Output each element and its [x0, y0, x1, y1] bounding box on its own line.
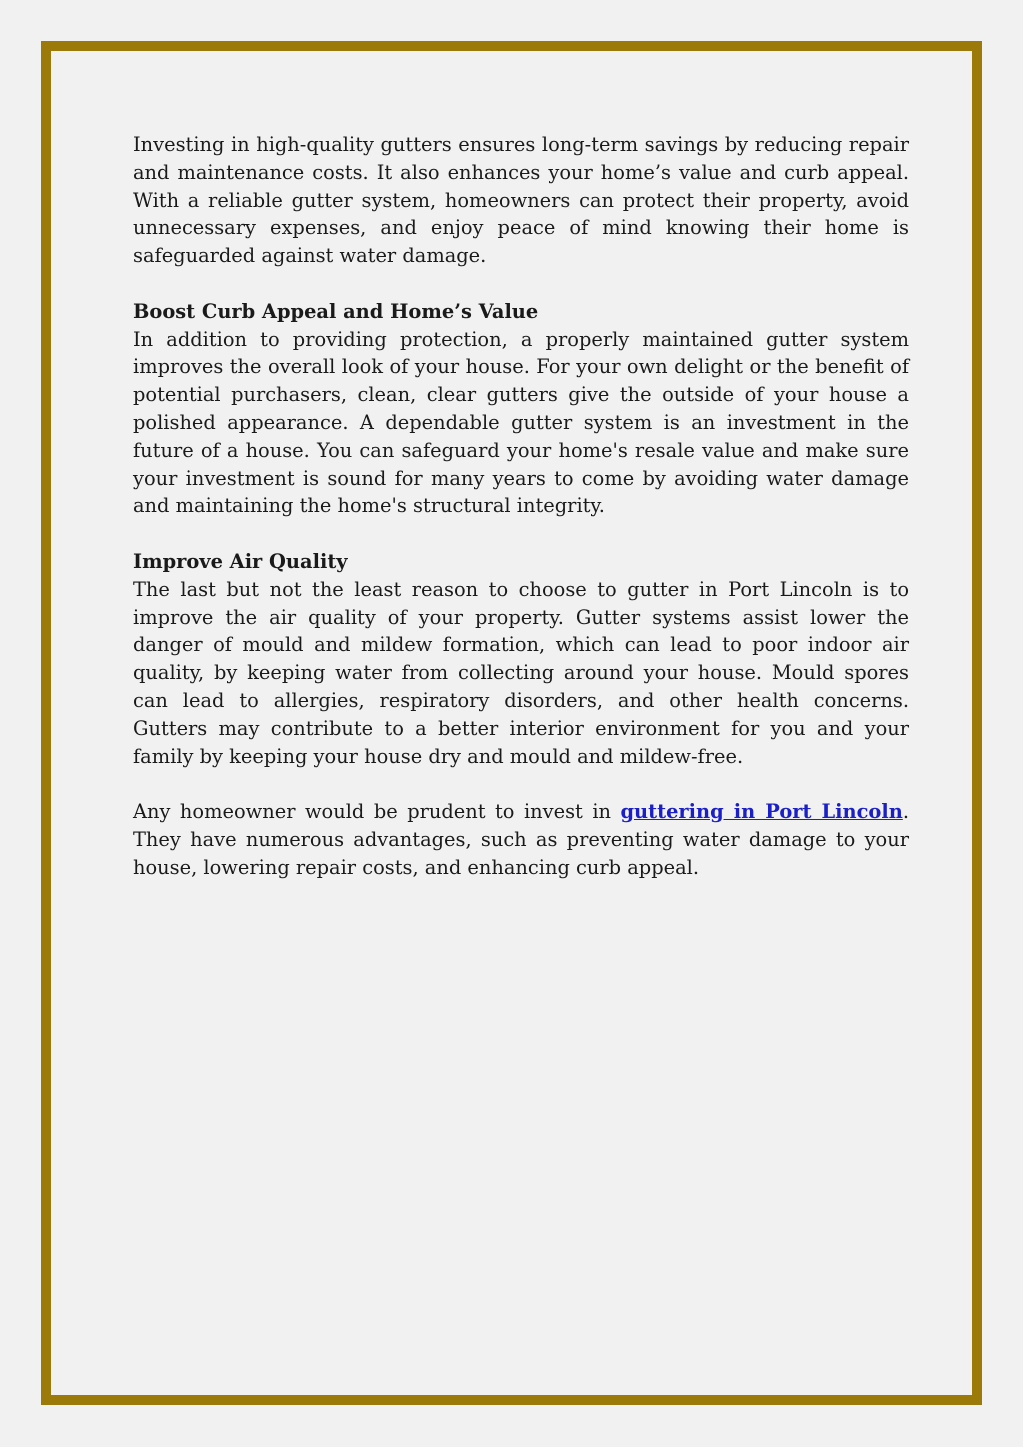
section-air-quality: [133, 548, 909, 770]
conclusion-paragraph: [133, 798, 909, 881]
section-curb-appeal: [133, 298, 909, 520]
page-border-frame: [41, 41, 982, 1405]
section-body-curb-appeal: In addition to providing protection, a properly maintained gutter system improves the overall look of your house. For your own delight or the benefit of potential purchasers, clean, clear gutters give the outside of your house a polished appearance. A dependable gutter system is an investment in the future of a house. You can safeguard your home's resale value and make sure your investment is sound for many years to come by avoiding water damage and maintaining the home's structural integrity.: [133, 327, 909, 518]
conclusion-text-end: . They have numerous advantages, such as preventing water damage to your house, lowering repair costs, and enhancing curb appeal.: [133, 800, 909, 879]
section-heading-curb-appeal: Boost Curb Appeal and Home’s Value: [133, 299, 539, 323]
intro-paragraph: Investing in high-quality gutters ensures long-term savings by reducing repair and maintenance costs. It also enhances your home’s value and curb appeal. With a reliable gutter system, homeowners can protect their property, avoid unnecessary expenses, and enjoy peace of mind knowing their home is safeguarded against water damage.: [133, 133, 909, 268]
conclusion-text-start: Any homeowner would be prudent to invest in: [133, 800, 621, 824]
document-body: [133, 131, 909, 882]
guttering-port-lincoln-link[interactable]: guttering in Port Lincoln: [620, 800, 903, 824]
section-body-air-quality: The last but not the least reason to choose to gutter in Port Lincoln is to improve the air quality of your property. Gutter systems assist lower the danger of mould and mildew formation, which can lead to poor indoor air quality, by keeping water from collecting around your house. Mould spores can lead to allergies, respiratory disorders, and other health concerns. Gutters may contribute to a better interior environment for you and your family by keeping your house dry and mould and mildew-free.: [133, 577, 909, 768]
section-heading-air-quality: Improve Air Quality: [133, 549, 348, 573]
